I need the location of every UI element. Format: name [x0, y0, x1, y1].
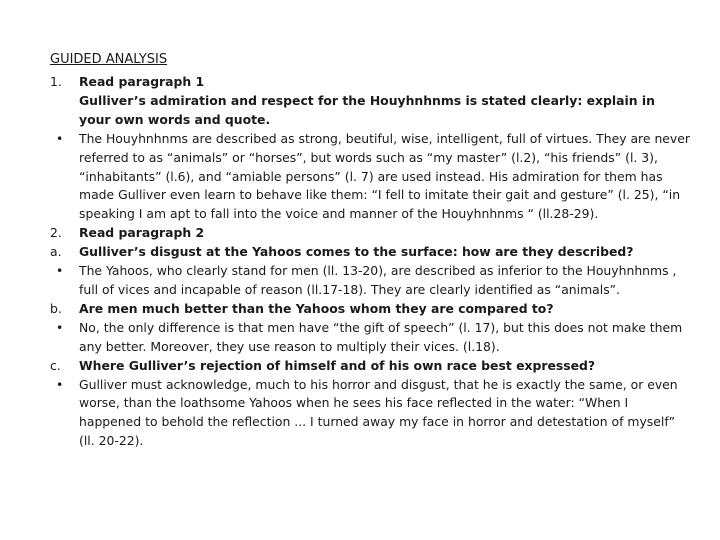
- bullet-marker: •: [56, 376, 64, 392]
- list-item: [50, 224, 690, 243]
- analysis-list: [50, 73, 690, 451]
- question-text: Read paragraph 1: [79, 74, 205, 89]
- section-heading: GUIDED ANALYSIS: [50, 52, 168, 67]
- list-item: [50, 357, 690, 376]
- bullet-marker: •: [56, 319, 64, 335]
- list-marker: b.: [50, 300, 62, 316]
- list-item: [50, 73, 690, 92]
- question-text: Gulliver’s disgust at the Yahoos comes to the surface: how are they described?: [79, 244, 634, 260]
- list-item: [50, 243, 690, 262]
- bullet-marker: •: [56, 130, 64, 146]
- answer-text: Gulliver must acknowledge, much to his horror and disgust, that he is exactly the same, or even worse, than the loathsome Yahoos when he sees his face reflected in the water: “When I happened to behold the reflection ... I turned away my face in horror and detestation of myself” (ll. 20-22).: [79, 376, 678, 449]
- list-marker: 2.: [50, 225, 62, 241]
- list-marker: 1.: [50, 74, 62, 89]
- list-item: [50, 319, 690, 357]
- question-text: Gulliver’s admiration and respect for the Houyhnhnms is stated clearly: explain in your own words and quote.: [79, 92, 655, 127]
- list-item: [50, 300, 690, 319]
- bullet-marker: •: [56, 263, 64, 279]
- question-text: Are men much better than the Yahoos whom they are compared to?: [79, 300, 554, 316]
- list-item: [50, 92, 690, 130]
- question-text: Where Gulliver’s rejection of himself and of his own race best expressed?: [79, 357, 596, 373]
- list-item: [50, 262, 690, 300]
- list-marker: c.: [50, 357, 61, 373]
- list-item: [50, 376, 690, 452]
- list-marker: [50, 92, 79, 130]
- list-item: [50, 130, 690, 225]
- list-marker: a.: [50, 244, 62, 260]
- answer-text: The Yahoos, who clearly stand for men (ll. 13-20), are described as inferior to the Houyhnhnms , full of vices and incapable of reason (ll.17-18). They are clearly identified as “animals”.: [79, 263, 677, 297]
- answer-text: No, the only difference is that men have “the gift of speech” (l. 17), but this does not make them any better. Moreover, they use reason to multiply their vices. (l.18).: [79, 319, 683, 354]
- answer-text: The Houyhnhnms are described as strong, beutiful, wise, intelligent, full of virtues. They are never referred to as “animals” or “horses”, but words such as “my master” (l.2), “his friends” (l. 3), “inhabitants” (l.6), and “amiable persons” (l. 7) are used instead. His admiration for them has made Gulliver even learn to behave like them: “I fell to imitate their gait and gesture” (l. 25), “in speaking I am apt to fall into the voice and manner of the Houyhnhnms “ (ll.28-29).: [79, 130, 690, 222]
- question-text: Read paragraph 2: [79, 225, 205, 241]
